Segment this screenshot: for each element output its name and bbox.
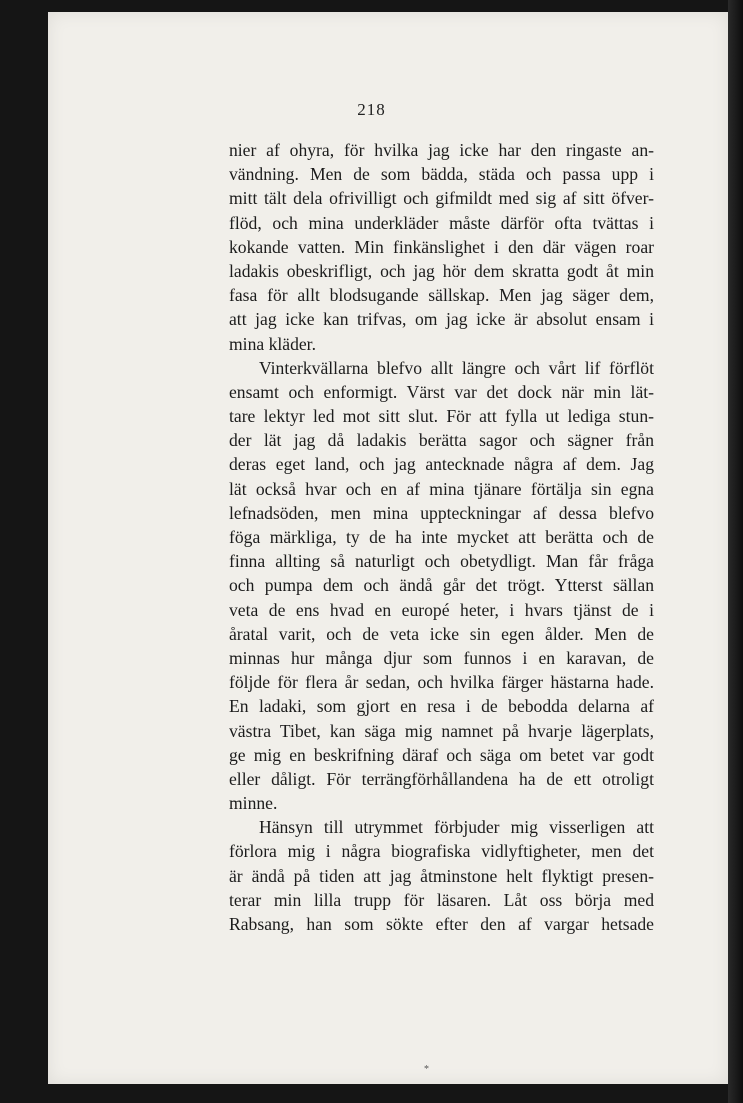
text-line: En ladaki, som gjort en resa i de bebodda delarna af bbox=[229, 696, 654, 717]
text-line: lefnadsöden, men mina uppteckningar af dessa blefvo bbox=[229, 502, 654, 523]
page-number: 218 bbox=[357, 100, 386, 119]
text-line: tare lektyr led mot sitt slut. För att fylla ut lediga stun- bbox=[229, 406, 654, 427]
text-line: lät också hvar och en af mina tjänare förtälja sin egna bbox=[229, 478, 654, 499]
paragraph bbox=[229, 138, 654, 356]
text-line: Hänsyn till utrymmet förbjuder mig visserligen att bbox=[259, 817, 654, 838]
text-line: föga märkliga, ty de ha inte mycket att berätta och de bbox=[229, 527, 654, 547]
text-line: är ändå på tiden att jag åtminstone helt flyktigt presen- bbox=[229, 865, 654, 886]
text-line: kokande vatten. Min finkänslighet i den där vägen roar bbox=[229, 236, 654, 257]
text-line: veta de ens hvad en europé heter, i hvars tjänst de i bbox=[229, 599, 654, 620]
text-line: vändning. Men de som bädda, städa och passa upp i bbox=[229, 164, 654, 185]
paragraph bbox=[229, 356, 654, 816]
text-line: följde för flera år sedan, och hvilka färger hästarna hade. bbox=[229, 672, 654, 693]
text-line: ensamt och enformigt. Värst var det dock när min lät- bbox=[229, 381, 654, 402]
text-line: terar min lilla trupp för läsaren. Låt oss börja med bbox=[229, 889, 654, 910]
page-edge bbox=[728, 0, 743, 1103]
text-line: att jag icke kan trifvas, om jag icke är absolut ensam i bbox=[229, 309, 654, 330]
text-line: ladakis obeskrifligt, och jag hör dem skratta godt åt min bbox=[229, 260, 654, 281]
text-line: fasa för allt blodsugande sällskap. Men jag säger dem, bbox=[229, 285, 654, 306]
text-line: västra Tibet, kan säga mig namnet på hvarje lägerplats, bbox=[229, 720, 654, 741]
body-text bbox=[229, 138, 654, 936]
text-line: minnas hur många djur som funnos i en karavan, de bbox=[229, 647, 654, 668]
text-line: Vinterkvällarna blefvo allt längre och vårt lif förflöt bbox=[259, 357, 654, 378]
text-line: ge mig en beskrifning däraf och säga om betet var godt bbox=[229, 744, 654, 765]
footer-mark: * bbox=[424, 1064, 429, 1075]
text-line: mitt tält dela ofrivilligt och gifmildt med sig af sitt öfver- bbox=[229, 188, 654, 209]
text-line: minne. bbox=[229, 793, 278, 814]
text-line: och pumpa dem och ändå går det trögt. Ytterst sällan bbox=[229, 575, 654, 596]
text-line: nier af ohyra, för hvilka jag icke har den ringaste an- bbox=[229, 140, 654, 160]
text-line: flöd, och mina underkläder måste därför ofta tvättas i bbox=[229, 212, 654, 233]
text-line: Rabsang, han som sökte efter den af vargar hetsade bbox=[229, 914, 654, 934]
text-line: deras eget land, och jag antecknade några af dem. Jag bbox=[229, 454, 654, 475]
paragraph bbox=[229, 815, 654, 936]
text-line: förlora mig i några biografiska vidlyftigheter, men det bbox=[229, 841, 654, 862]
text-line: åratal varit, och de veta icke sin egen ålder. Men de bbox=[229, 623, 654, 644]
text-line: finna allting så naturligt och obetydligt. Man får fråga bbox=[229, 551, 654, 572]
text-line: eller dåligt. För terrängförhållandena ha de ett otroligt bbox=[229, 768, 654, 789]
text-line: mina kläder. bbox=[229, 333, 316, 354]
text-line: der lät jag då ladakis berätta sagor och sägner från bbox=[229, 430, 654, 451]
